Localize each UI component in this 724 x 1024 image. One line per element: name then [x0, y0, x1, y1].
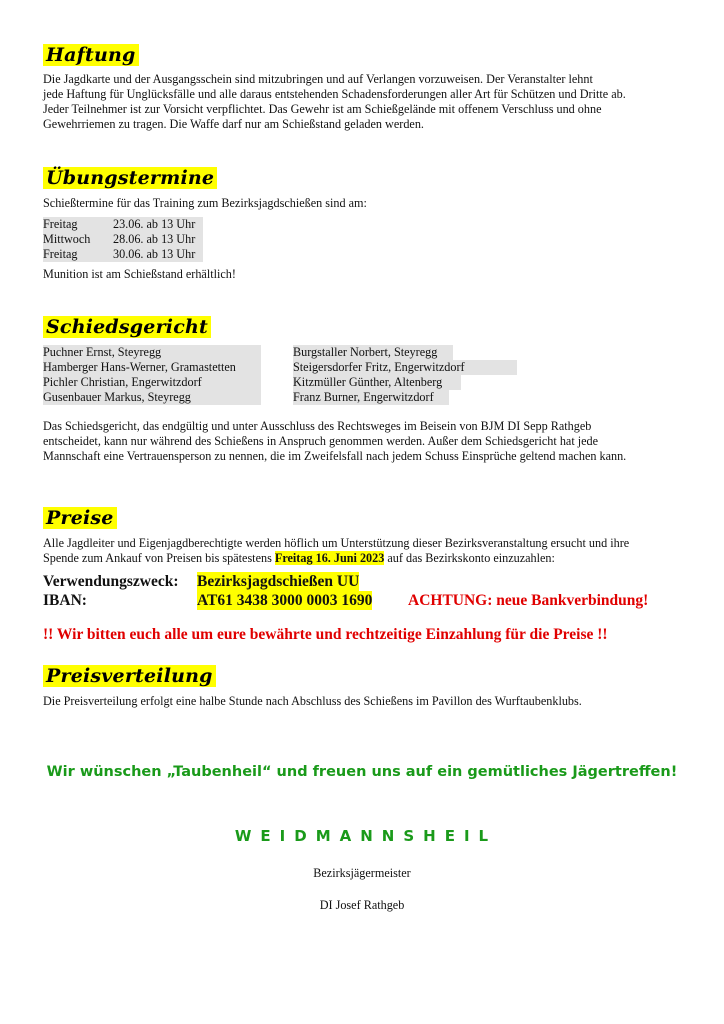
- referee-left: Hamberger Hans-Werner, Gramastetten: [43, 360, 261, 375]
- haftung-line: jede Haftung für Unglücksfälle und alle daraus entstehenden Schadensforderungen aller Art für Schützen und Dritte ab.: [43, 87, 626, 101]
- date-row: [43, 217, 203, 232]
- preise-line-post: auf das Bezirkskonto einzuzahlen:: [384, 551, 555, 565]
- heading-preise: Preise: [43, 507, 117, 529]
- date-day: Freitag: [43, 217, 78, 231]
- signature-role: Bezirksjägermeister: [313, 866, 411, 880]
- schiedsgericht-line: entscheidet, kann nur während des Schießens in Anspruch genommen werden. Außer dem Schiedsgericht hat jede: [43, 434, 599, 448]
- purpose-value: Bezirksjagdschießen UU: [197, 573, 360, 590]
- preisverteilung-text: Die Preisverteilung erfolgt eine halbe Stunde nach Abschluss des Schießens im Pavillon des Wurftaubenklubs.: [43, 694, 582, 708]
- date-row: [43, 232, 203, 247]
- purpose-label: Verwendungszweck:: [43, 573, 179, 590]
- heading-schiedsgericht: Schiedsgericht: [43, 316, 211, 338]
- date-day: Mittwoch: [43, 232, 91, 246]
- haftung-line: Gewehrriemen zu tragen. Die Waffe darf nur am Schießstand geladen werden.: [43, 117, 424, 131]
- deadline-highlight: Freitag 16. Juni 2023: [274, 551, 385, 565]
- referee-right: Burgstaller Norbert, Steyregg: [293, 345, 453, 360]
- haftung-paragraph: [43, 72, 693, 132]
- munition-note: Munition ist am Schießstand erhältlich!: [43, 267, 236, 281]
- bank-warning: ACHTUNG: neue Bankverbindung!: [408, 592, 649, 609]
- preise-line: Alle Jagdleiter und Eigenjagdberechtigte werden höflich um Unterstützung dieser Bezirksveranstaltung ersucht und ihre: [43, 536, 630, 550]
- referee-left: Pichler Christian, Engerwitzdorf: [43, 375, 261, 390]
- date-time: 23.06. ab 13 Uhr: [113, 217, 196, 231]
- referee-left: Puchner Ernst, Steyregg: [43, 345, 261, 360]
- schiedsgericht-paragraph: [43, 419, 693, 464]
- heading-haftung: Haftung: [43, 44, 139, 66]
- heading-uebungstermine: Übungstermine: [43, 167, 217, 189]
- iban-label: IBAN:: [43, 592, 87, 609]
- iban-value: AT61 3438 3000 0003 1690: [197, 592, 373, 609]
- haftung-line: Die Jagdkarte und der Ausgangsschein sind mitzubringen und auf Verlangen vorzuweisen. Der Veranstalter lehnt: [43, 72, 593, 86]
- preise-line-pre: Spende zum Ankauf von Preisen bis spätestens: [43, 551, 275, 565]
- weidmannsheil-greeting: WEIDMANNSHEIL: [234, 827, 498, 845]
- schiedsgericht-line: Das Schiedsgericht, das endgültig und unter Ausschluss des Rechtsweges im Beisein von BJM DI Sepp Rathgeb: [43, 419, 592, 433]
- preise-paragraph: [43, 536, 693, 566]
- preise-line: [43, 551, 693, 566]
- referee-right: Steigersdorfer Fritz, Engerwitzdorf: [293, 360, 517, 375]
- referee-right: Franz Burner, Engerwitzdorf: [293, 390, 449, 405]
- date-day: Freitag: [43, 247, 78, 261]
- payment-appeal: !! Wir bitten euch alle um eure bewährte und rechtzeitige Einzahlung für die Preise !!: [43, 626, 608, 643]
- date-row: [43, 247, 203, 262]
- heading-preisverteilung: Preisverteilung: [43, 665, 216, 687]
- closing-wish: Wir wünschen „Taubenheil“ und freuen uns auf ein gemütliches Jägertreffen!: [46, 764, 678, 780]
- date-time: 28.06. ab 13 Uhr: [113, 232, 196, 246]
- referee-left: Gusenbauer Markus, Steyregg: [43, 390, 261, 405]
- referee-right: Kitzmüller Günther, Altenberg: [293, 375, 461, 390]
- uebungstermine-intro: Schießtermine für das Training zum Bezirksjagdschießen sind am:: [43, 196, 367, 210]
- signature-name: DI Josef Rathgeb: [319, 898, 405, 912]
- haftung-line: Jeder Teilnehmer ist zur Vorsicht verpflichtet. Das Gewehr ist am Schießgelände mit offenem Verschluss und ohne: [43, 102, 602, 116]
- schiedsgericht-line: Mannschaft eine Vertrauensperson zu nennen, die im Zweifelsfall nach jedem Schuss Einsprüche geltend machen kann.: [43, 449, 627, 463]
- date-time: 30.06. ab 13 Uhr: [113, 247, 196, 261]
